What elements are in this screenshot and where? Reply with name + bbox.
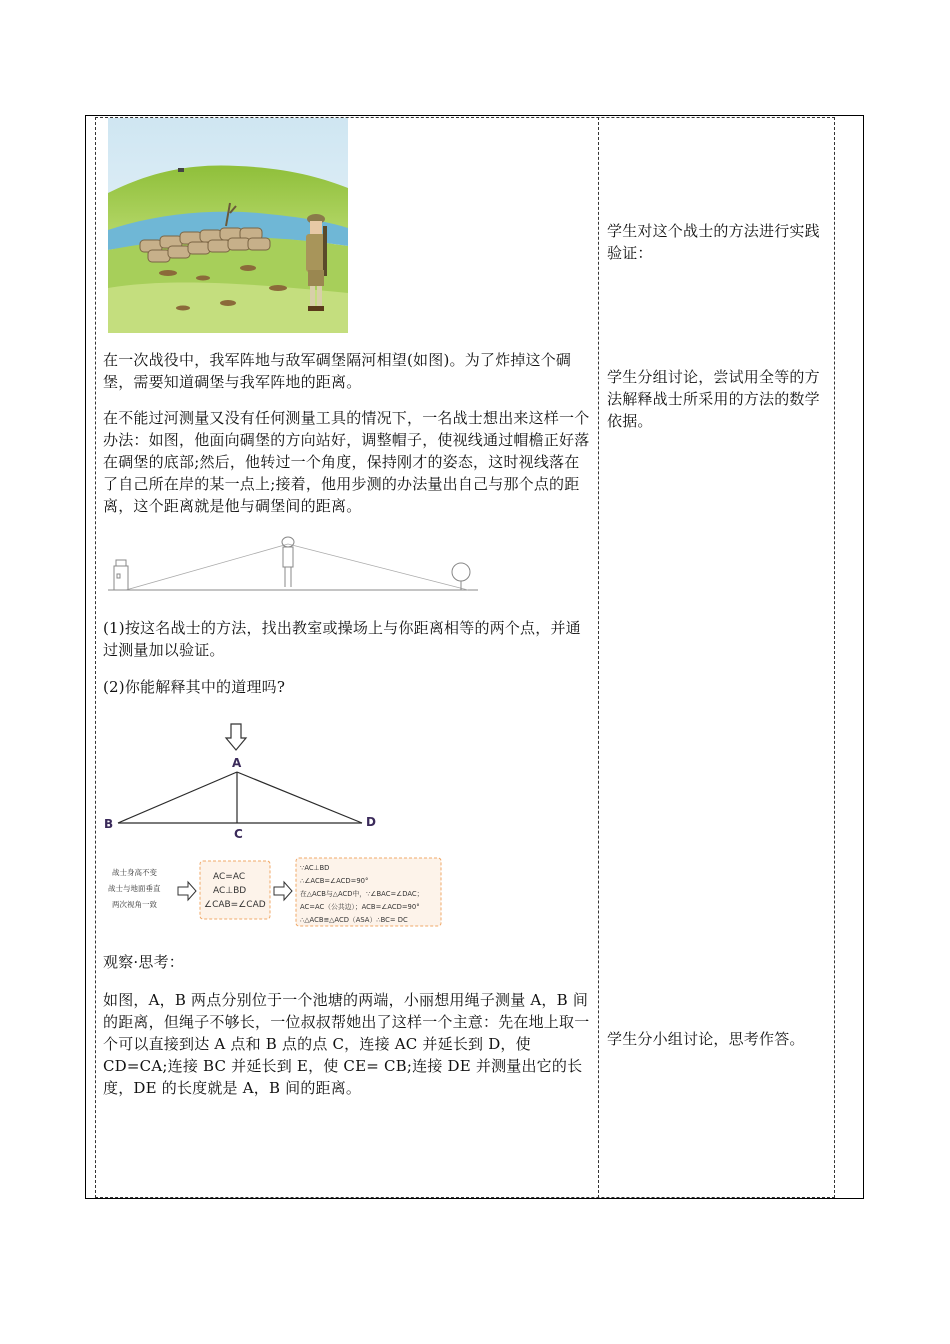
scenario-paragraph: 在一次战役中，我军阵地与敌军碉堡隔河相望(如图)。为了炸掉这个碉堡，需要知道碉堡与我军阵地的距离。 xyxy=(103,351,572,391)
question-1: (1)按这名战士的方法，找出教室或操场上与你距离相等的两个点，并通过测量加以验证。 xyxy=(103,619,581,659)
observe-heading: 观察·思考： xyxy=(103,953,184,971)
flow-box1-line1: 战士身高不变 xyxy=(112,868,157,877)
reasoning-flow-diagram xyxy=(100,855,445,930)
flow-box3-line2: ∴∠ACB=∠ACD=90° xyxy=(300,877,369,885)
flow-box3-line4: AC=AC（公共边）；ACB=∠ACD=90° xyxy=(300,903,420,911)
label-c: C xyxy=(234,827,243,841)
right-arrow-icon xyxy=(274,882,292,900)
flow-box2-line1: AC=AC xyxy=(213,872,246,882)
down-arrow-icon xyxy=(226,724,246,750)
question-2: (2)你能解释其中的道理吗? xyxy=(103,678,286,696)
column-divider xyxy=(598,117,599,1198)
triangle-diagram xyxy=(100,720,390,842)
flow-box2-line2: AC⊥BD xyxy=(213,886,247,896)
right-arrow-icon xyxy=(178,882,196,900)
label-a: A xyxy=(232,756,242,770)
line-of-sight-diagram xyxy=(108,532,478,594)
flow-box1-line2: 战士与地面垂直 xyxy=(108,884,161,893)
student-note-discuss: 学生分组讨论，尝试用全等的方法解释战士所采用的方法的数学依据。 xyxy=(607,368,820,430)
flow-box3-line1: ∵AC⊥BD xyxy=(300,864,330,872)
battle-scene-illustration xyxy=(108,118,348,333)
method-paragraph: 在不能过河测量又没有任何测量工具的情况下，一名战士想出来这样一个办法：如图，他面向碉堡的方向站好，调整帽子，使视线通过帽檐正好落在碉堡的底部;然后，他转过一个角度，保持刚才的姿态，这时视线落在了自己所在岸的某一点上;接着，他用步测的办法量出自己与那个点的距离，这个距离就是他与碉堡间的距离。 xyxy=(103,409,590,515)
student-note-verify: 学生对这个战士的方法进行实践验证： xyxy=(607,222,820,262)
label-d: D xyxy=(366,815,376,829)
student-note-answer: 学生分小组讨论，思考作答。 xyxy=(607,1030,805,1048)
flow-box1-line3: 两次视角一致 xyxy=(112,900,157,909)
pond-problem-paragraph: 如图，A，B 两点分别位于一个池塘的两端，小丽想用绳子测量 A，B 间的距离，但绳子不够长，一位叔叔帮她出了这样一个主意：先在地上取一个可以直接到达 A 点和 B 点的点 C，连接 AC 并延长到 D，使 CD=CA;连接 BC 并延长到 E，使 CE= CB;连接 DE 并测量出它的长度，DE 的长度就是 A，B 间的距离。 xyxy=(103,991,590,1097)
flow-box3-line3: 在△ACB与△ACD中，∵∠BAC=∠DAC； xyxy=(300,890,424,898)
flow-box2-line3: ∠CAB=∠CAD xyxy=(204,900,266,910)
flow-box3-line5: ∴△ACB≌△ACD（ASA）∴BC= DC xyxy=(300,916,408,924)
label-b: B xyxy=(104,817,114,831)
